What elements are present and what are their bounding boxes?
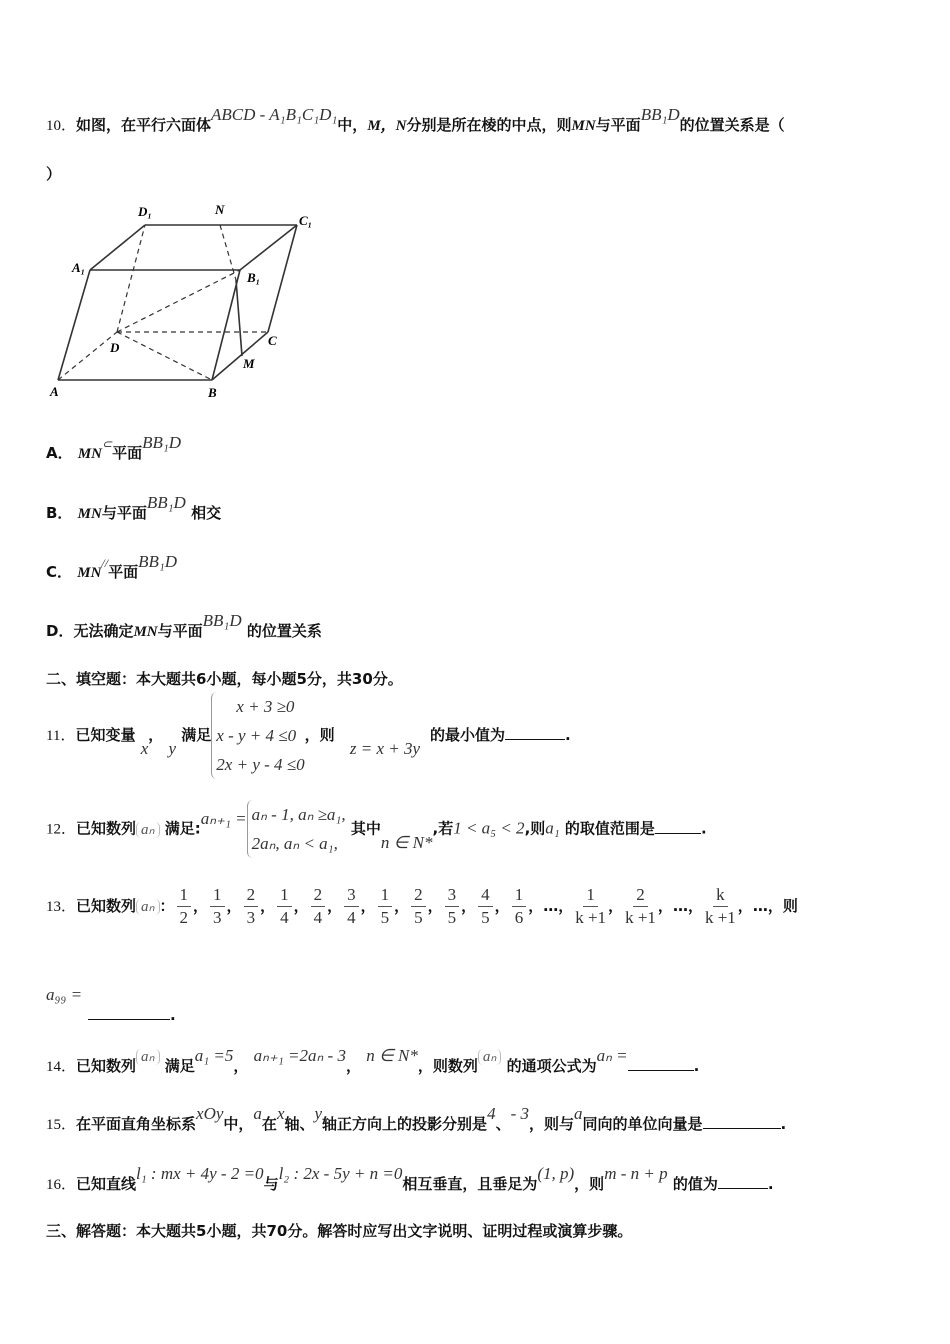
numerator: 2 <box>244 884 259 907</box>
fraction-term <box>625 884 656 929</box>
comma: ， <box>394 897 410 915</box>
fraction-term <box>344 884 359 929</box>
fraction-term <box>705 884 736 929</box>
comma: ， <box>657 897 673 915</box>
label-A: A <box>50 384 59 399</box>
comma: ， <box>461 897 477 915</box>
answer-blank[interactable] <box>718 1174 768 1189</box>
fraction-term <box>311 884 326 929</box>
denominator: k +1 <box>575 908 607 927</box>
comma: ， <box>608 897 624 915</box>
numerator: 1 <box>177 884 192 907</box>
denominator: 4 <box>347 908 356 927</box>
comma: ， <box>193 897 209 915</box>
question-10: 10．如图，在平行六面体ABCD - A₁B₁C₁D₁中，M，N分别是所在棱的中点，则MN与平面BB₁D的位置关系是（ <box>46 105 785 134</box>
fraction-term <box>378 884 393 929</box>
comma: ， <box>226 897 242 915</box>
section-2-heading: 二、填空题：本大题共6小题，每小题5分，共30分。 <box>46 670 403 688</box>
answer-blank[interactable] <box>655 819 701 834</box>
comma: ， <box>494 897 510 915</box>
denominator: k +1 <box>704 908 736 927</box>
numerator: 2 <box>311 884 326 907</box>
denominator: 3 <box>246 908 256 927</box>
denominator: 5 <box>447 908 457 927</box>
numerator: 1 <box>512 884 527 907</box>
denominator: 5 <box>380 908 390 927</box>
answer-blank[interactable] <box>628 1056 694 1071</box>
parallelepiped-figure <box>40 195 340 405</box>
question-11: 11．已知变量 x， y 满足 x + 3 ≥0 x - y + 4 ≤0 2x + y - 4 ≤0 ，则 z = x + 3y的最小值为 . <box>46 692 571 779</box>
label-A1: A₁ <box>72 260 86 275</box>
constraint-system: x + 3 ≥0 x - y + 4 ≤0 2x + y - 4 ≤0 <box>211 692 304 779</box>
question-15: 15．在平面直角坐标系xOy中，a在x轴、y轴正方向上的投影分别是4、- 3，则与a同向的单位向量是 . <box>46 1104 787 1133</box>
fraction-term <box>445 884 460 929</box>
separator: … <box>672 897 688 915</box>
question-12: 12．已知数列 aₙ 满足:aₙ₊₁ = aₙ - 1, aₙ ≥a₁, 2aₙ, aₙ < a₁, 其中n ∈ N*,若1 < a₅ < 2,则a₁ 的取值范围是 . <box>46 800 707 858</box>
numerator: 1 <box>378 884 393 907</box>
question-16: 16．已知直线l₁ : mx + 4y - 2 =0与l₂ : 2x - 5y + n =0相互垂直，且垂足为(1, p)，则m - n + p 的值为 . <box>46 1164 774 1193</box>
fraction-term <box>512 884 527 929</box>
label-D1: D₁ <box>138 204 152 219</box>
numerator: 1 <box>210 884 225 907</box>
fraction-term <box>575 884 606 929</box>
denominator: 6 <box>514 908 524 927</box>
denominator: 5 <box>481 908 490 927</box>
denominator: 3 <box>213 908 222 927</box>
label-C1: C₁ <box>299 213 313 228</box>
numerator: 3 <box>344 884 359 907</box>
denominator: 4 <box>280 908 289 927</box>
label-N: N <box>215 202 225 217</box>
solid-edges <box>58 225 297 380</box>
fraction-term <box>210 884 225 929</box>
denominator: 4 <box>313 908 323 927</box>
question-13: 13．已知数列 aₙ ： $\frac{1}{2}$ ， $\frac{1}{3}$ ， $\frac{2}{3}$ ， $\frac{1}{4}$ ， $\frac{2}{4}$ ， $\frac{3}{4}$ ， $\frac{1}{5}$ ， $\frac{2}{5}$ ， $\frac{3}{5}$ ， $\frac{4}{5}$ ， $\frac{1}{6}$ ，…， $\frac{1}{k +1}$ ， $\frac{2}{k +1}$ ，…， $\frac{k}{k +1}$ ，…，则 <box>46 885 798 927</box>
answer-blank[interactable] <box>703 1114 781 1129</box>
option-c[interactable]: C． MN//平面BB₁D <box>46 552 178 581</box>
comma: ， <box>687 897 703 915</box>
answer-blank[interactable] <box>505 725 565 740</box>
comma: ， <box>558 897 574 915</box>
comma: ， <box>427 897 443 915</box>
numerator: 1 <box>277 884 292 907</box>
numerator: 2 <box>633 884 648 907</box>
question-14: 14．已知数列 aₙ 满足a₁ =5， aₙ₊₁ =2aₙ - 3， n ∈ N*，则数列 aₙ 的通项公式为aₙ =. <box>46 1046 700 1075</box>
fraction-term <box>478 884 493 929</box>
denominator: k +1 <box>625 908 656 927</box>
label-D: D <box>110 340 120 355</box>
denominator: 2 <box>179 908 189 927</box>
option-b[interactable]: B． MN与平面BB₁D 相交 <box>46 493 222 522</box>
separator: … <box>543 897 559 915</box>
section-3-heading: 三、解答题：本大题共5小题，共70分。解答时应写出文字说明、证明过程或演算步骤。 <box>46 1222 633 1240</box>
comma: ， <box>360 897 376 915</box>
hidden-edges <box>58 225 268 380</box>
comma: ， <box>293 897 309 915</box>
option-d[interactable]: D．无法确定MN与平面BB₁D 的位置关系 <box>46 611 322 640</box>
comma: ， <box>528 897 544 915</box>
option-a[interactable]: A． MN⊂平面BB₁D <box>46 433 182 462</box>
numerator: 1 <box>583 884 598 907</box>
fraction-term <box>411 884 426 929</box>
comma: ， <box>260 897 276 915</box>
label-M: M <box>243 356 255 371</box>
denominator: 5 <box>414 908 423 927</box>
numerator: 2 <box>411 884 426 907</box>
question-13-answer: a₉₉ = . <box>46 985 176 1024</box>
numerator: k <box>713 884 728 907</box>
question-10-close-paren: ） <box>46 165 62 183</box>
answer-blank[interactable] <box>88 1005 170 1020</box>
fraction-term <box>244 884 259 929</box>
comma: ， <box>737 897 753 915</box>
numerator: 3 <box>445 884 460 907</box>
fraction-term <box>177 884 192 929</box>
label-B1: B₁ <box>247 270 261 285</box>
label-C: C <box>268 333 277 348</box>
numerator: 4 <box>478 884 493 907</box>
label-B: B <box>208 385 217 400</box>
comma: ， <box>327 897 343 915</box>
fraction-term <box>277 884 292 929</box>
separator: … <box>752 897 768 915</box>
